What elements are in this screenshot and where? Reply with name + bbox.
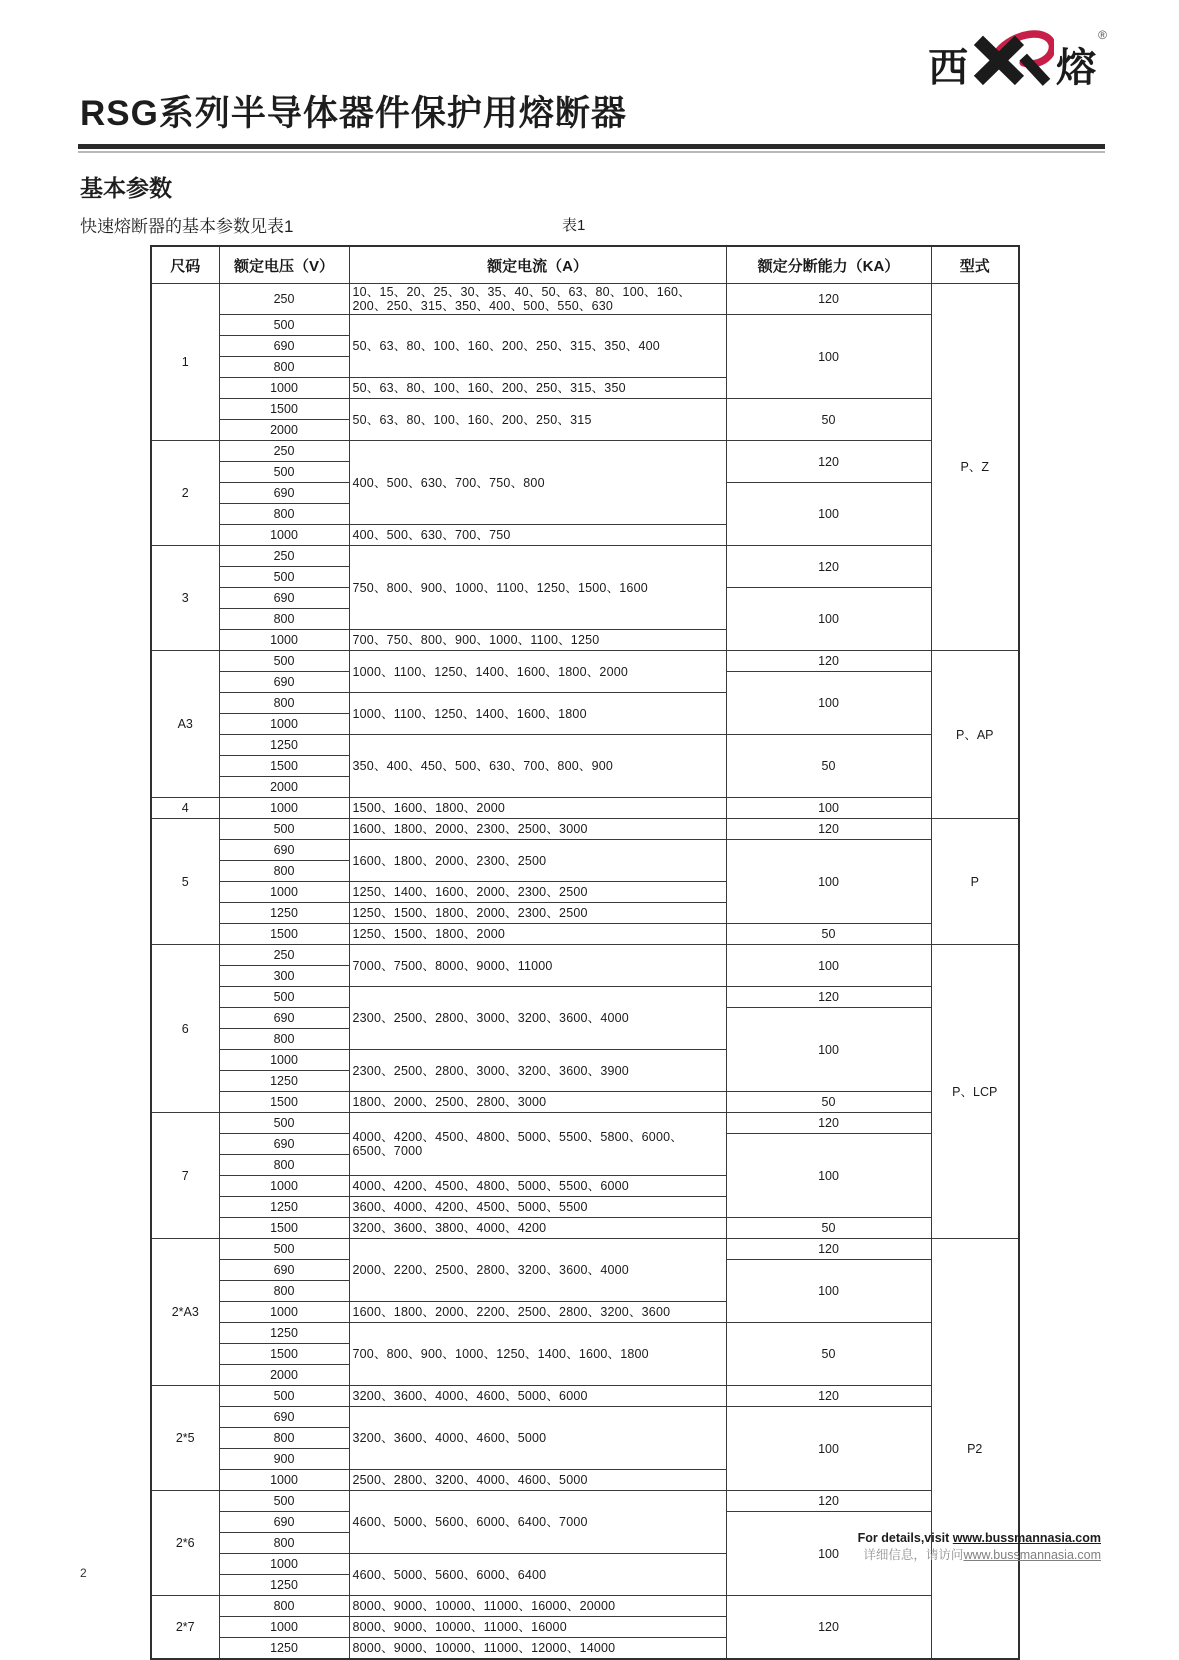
current-cell: 1800、2000、2500、2800、3000 xyxy=(349,1092,726,1113)
table-row xyxy=(151,1092,1019,1113)
voltage-cell: 1250 xyxy=(219,1197,349,1218)
voltage-cell: 690 xyxy=(219,1134,349,1155)
voltage-cell: 1000 xyxy=(219,1302,349,1323)
breaking-capacity-cell: 100 xyxy=(726,1134,931,1218)
table-row xyxy=(151,1407,1019,1428)
footer-line-cn xyxy=(858,1547,1101,1564)
type-cell: P xyxy=(931,819,1019,945)
current-cell: 3200、3600、3800、4000、4200 xyxy=(349,1218,726,1239)
breaking-capacity-cell: 120 xyxy=(726,1386,931,1407)
breaking-capacity-cell: 100 xyxy=(726,588,931,651)
voltage-cell: 1250 xyxy=(219,903,349,924)
voltage-cell: 1000 xyxy=(219,1176,349,1197)
voltage-cell: 1250 xyxy=(219,1071,349,1092)
table-row xyxy=(151,1386,1019,1407)
voltage-cell: 1250 xyxy=(219,1575,349,1596)
voltage-cell: 250 xyxy=(219,441,349,462)
breaking-capacity-cell: 120 xyxy=(726,284,931,315)
section-heading: 基本参数 xyxy=(80,175,172,201)
breaking-capacity-cell: 100 xyxy=(726,315,931,399)
breaking-capacity-cell: 120 xyxy=(726,1239,931,1260)
logo-right-character: 熔 xyxy=(1056,46,1097,90)
breaking-capacity-cell: 120 xyxy=(726,651,931,672)
voltage-cell: 1000 xyxy=(219,1617,349,1638)
breaking-capacity-cell: 100 xyxy=(726,945,931,987)
current-cell: 8000、9000、10000、11000、16000 xyxy=(349,1617,726,1638)
voltage-cell: 1250 xyxy=(219,1638,349,1660)
size-cell: 7 xyxy=(151,1113,219,1239)
table-header-row xyxy=(151,246,1019,284)
size-cell: 2*6 xyxy=(151,1491,219,1596)
type-cell: P2 xyxy=(931,1239,1019,1660)
registered-mark: ® xyxy=(1098,28,1107,42)
current-cell: 50、63、80、100、160、200、250、315 xyxy=(349,399,726,441)
breaking-capacity-cell: 50 xyxy=(726,924,931,945)
voltage-cell: 690 xyxy=(219,672,349,693)
size-cell: 3 xyxy=(151,546,219,651)
current-cell: 1600、1800、2000、2300、2500 xyxy=(349,840,726,882)
size-cell: 4 xyxy=(151,798,219,819)
table-row xyxy=(151,284,1019,315)
size-cell: A3 xyxy=(151,651,219,798)
size-cell: 2*5 xyxy=(151,1386,219,1491)
current-cell: 4600、5000、5600、6000、6400 xyxy=(349,1554,726,1596)
type-cell: P、LCP xyxy=(931,945,1019,1239)
parameters-table xyxy=(150,245,1020,1660)
footer-line-en xyxy=(858,1530,1101,1547)
current-cell: 4000、4200、4500、4800、5000、5500、6000 xyxy=(349,1176,726,1197)
breaking-capacity-cell: 50 xyxy=(726,1218,931,1239)
breaking-capacity-cell: 50 xyxy=(726,1092,931,1113)
current-cell: 400、500、630、700、750、800 xyxy=(349,441,726,525)
column-header: 额定电流（A） xyxy=(349,246,726,284)
logo-left-character: 西 xyxy=(928,46,969,90)
voltage-cell: 1000 xyxy=(219,714,349,735)
table-caption: 表1 xyxy=(562,217,586,234)
parameters-table-body xyxy=(151,284,1019,1660)
breaking-capacity-cell: 100 xyxy=(726,1260,931,1323)
table-row xyxy=(151,1113,1019,1134)
table-row xyxy=(151,1218,1019,1239)
voltage-cell: 250 xyxy=(219,284,349,315)
voltage-cell: 690 xyxy=(219,1512,349,1533)
voltage-cell: 500 xyxy=(219,651,349,672)
breaking-capacity-cell: 120 xyxy=(726,1113,931,1134)
footer-en-link[interactable]: www.bussmannasia.com xyxy=(952,1531,1101,1545)
breaking-capacity-cell: 120 xyxy=(726,1596,931,1660)
current-cell: 2000、2200、2500、2800、3200、3600、4000 xyxy=(349,1239,726,1302)
voltage-cell: 690 xyxy=(219,1407,349,1428)
voltage-cell: 1000 xyxy=(219,378,349,399)
column-header: 尺码 xyxy=(151,246,219,284)
current-cell: 3200、3600、4000、4600、5000、6000 xyxy=(349,1386,726,1407)
current-cell: 4000、4200、4500、4800、5000、5500、5800、6000、6500、7000 xyxy=(349,1113,726,1176)
voltage-cell: 500 xyxy=(219,819,349,840)
current-cell: 2300、2500、2800、3000、3200、3600、4000 xyxy=(349,987,726,1050)
type-cell: P、Z xyxy=(931,284,1019,651)
voltage-cell: 1500 xyxy=(219,1092,349,1113)
voltage-cell: 250 xyxy=(219,546,349,567)
voltage-cell: 500 xyxy=(219,462,349,483)
voltage-cell: 690 xyxy=(219,1260,349,1281)
table-row xyxy=(151,1239,1019,1260)
table-row xyxy=(151,1491,1019,1512)
voltage-cell: 800 xyxy=(219,1155,349,1176)
size-cell: 6 xyxy=(151,945,219,1113)
current-cell: 750、800、900、1000、1100、1250、1500、1600 xyxy=(349,546,726,630)
voltage-cell: 1000 xyxy=(219,1554,349,1575)
footer-cn-link[interactable]: www.bussmannasia.com xyxy=(963,1548,1101,1562)
current-cell: 1250、1500、1800、2000、2300、2500 xyxy=(349,903,726,924)
voltage-cell: 1000 xyxy=(219,882,349,903)
voltage-cell: 800 xyxy=(219,504,349,525)
voltage-cell: 500 xyxy=(219,1491,349,1512)
table-row xyxy=(151,798,1019,819)
breaking-capacity-cell: 120 xyxy=(726,546,931,588)
breaking-capacity-cell: 100 xyxy=(726,1008,931,1092)
current-cell: 1600、1800、2000、2200、2500、2800、3200、3600 xyxy=(349,1302,726,1323)
table-row xyxy=(151,546,1019,567)
voltage-cell: 900 xyxy=(219,1449,349,1470)
current-cell: 10、15、20、25、30、35、40、50、63、80、100、160、200、250、315、350、400、500、550、630 xyxy=(349,284,726,315)
table-row xyxy=(151,1323,1019,1344)
current-cell: 8000、9000、10000、11000、16000、20000 xyxy=(349,1596,726,1617)
current-cell: 700、750、800、900、1000、1100、1250 xyxy=(349,630,726,651)
column-header: 型式 xyxy=(931,246,1019,284)
voltage-cell: 800 xyxy=(219,1029,349,1050)
voltage-cell: 690 xyxy=(219,483,349,504)
table-row xyxy=(151,987,1019,1008)
breaking-capacity-cell: 120 xyxy=(726,819,931,840)
page-title: RSG系列半导体器件保护用熔断器 xyxy=(80,94,627,133)
breaking-capacity-cell: 100 xyxy=(726,840,931,924)
voltage-cell: 1250 xyxy=(219,735,349,756)
voltage-cell: 500 xyxy=(219,315,349,336)
breaking-capacity-cell: 50 xyxy=(726,1323,931,1386)
voltage-cell: 1000 xyxy=(219,798,349,819)
size-cell: 2 xyxy=(151,441,219,546)
size-cell: 1 xyxy=(151,284,219,441)
current-cell: 1250、1500、1800、2000 xyxy=(349,924,726,945)
voltage-cell: 300 xyxy=(219,966,349,987)
table-row xyxy=(151,399,1019,420)
voltage-cell: 800 xyxy=(219,1596,349,1617)
current-cell: 2500、2800、3200、4000、4600、5000 xyxy=(349,1470,726,1491)
table-row xyxy=(151,441,1019,462)
voltage-cell: 1500 xyxy=(219,399,349,420)
voltage-cell: 500 xyxy=(219,567,349,588)
size-cell: 5 xyxy=(151,819,219,945)
voltage-cell: 1500 xyxy=(219,1344,349,1365)
table-row xyxy=(151,315,1019,336)
breaking-capacity-cell: 100 xyxy=(726,798,931,819)
table-row xyxy=(151,945,1019,966)
breaking-capacity-cell: 120 xyxy=(726,441,931,483)
voltage-cell: 500 xyxy=(219,987,349,1008)
size-cell: 2*A3 xyxy=(151,1239,219,1386)
voltage-cell: 500 xyxy=(219,1113,349,1134)
voltage-cell: 800 xyxy=(219,357,349,378)
voltage-cell: 1500 xyxy=(219,1218,349,1239)
type-cell: P、AP xyxy=(931,651,1019,819)
title-rule-shadow xyxy=(78,151,1105,153)
current-cell: 1500、1600、1800、2000 xyxy=(349,798,726,819)
current-cell: 1600、1800、2000、2300、2500、3000 xyxy=(349,819,726,840)
intro-text: 快速熔断器的基本参数见表1 xyxy=(80,217,294,236)
voltage-cell: 690 xyxy=(219,840,349,861)
current-cell: 7000、7500、8000、9000、11000 xyxy=(349,945,726,987)
voltage-cell: 1250 xyxy=(219,1323,349,1344)
voltage-cell: 800 xyxy=(219,1533,349,1554)
current-cell: 1000、1100、1250、1400、1600、1800 xyxy=(349,693,726,735)
breaking-capacity-cell: 100 xyxy=(726,483,931,546)
table-row xyxy=(151,735,1019,756)
voltage-cell: 690 xyxy=(219,336,349,357)
voltage-cell: 500 xyxy=(219,1386,349,1407)
column-header: 额定电压（V） xyxy=(219,246,349,284)
column-header: 额定分断能力（KA） xyxy=(726,246,931,284)
table-row xyxy=(151,819,1019,840)
current-cell: 350、400、450、500、630、700、800、900 xyxy=(349,735,726,798)
brand-logo xyxy=(928,30,1107,88)
footer-cn-prefix: 详细信息，请访问 xyxy=(863,1548,964,1562)
footer-en-prefix: For details,visit xyxy=(857,1531,953,1545)
breaking-capacity-cell: 120 xyxy=(726,1491,931,1512)
voltage-cell: 800 xyxy=(219,693,349,714)
voltage-cell: 2000 xyxy=(219,420,349,441)
current-cell: 3200、3600、4000、4600、5000 xyxy=(349,1407,726,1470)
current-cell: 3600、4000、4200、4500、5000、5500 xyxy=(349,1197,726,1218)
current-cell: 2300、2500、2800、3000、3200、3600、3900 xyxy=(349,1050,726,1092)
current-cell: 1000、1100、1250、1400、1600、1800、2000 xyxy=(349,651,726,693)
voltage-cell: 500 xyxy=(219,1239,349,1260)
current-cell: 4600、5000、5600、6000、6400、7000 xyxy=(349,1491,726,1554)
title-rule xyxy=(78,144,1105,149)
voltage-cell: 800 xyxy=(219,1281,349,1302)
breaking-capacity-cell: 120 xyxy=(726,987,931,1008)
voltage-cell: 1000 xyxy=(219,525,349,546)
voltage-cell: 250 xyxy=(219,945,349,966)
current-cell: 700、800、900、1000、1250、1400、1600、1800 xyxy=(349,1323,726,1386)
breaking-capacity-cell: 100 xyxy=(726,672,931,735)
footer xyxy=(858,1530,1101,1564)
current-cell: 1250、1400、1600、2000、2300、2500 xyxy=(349,882,726,903)
voltage-cell: 1000 xyxy=(219,1470,349,1491)
voltage-cell: 690 xyxy=(219,588,349,609)
table-row xyxy=(151,924,1019,945)
voltage-cell: 2000 xyxy=(219,777,349,798)
xr-monogram-icon xyxy=(970,30,1054,88)
current-cell: 400、500、630、700、750 xyxy=(349,525,726,546)
voltage-cell: 1500 xyxy=(219,924,349,945)
voltage-cell: 1000 xyxy=(219,630,349,651)
voltage-cell: 800 xyxy=(219,609,349,630)
current-cell: 8000、9000、10000、11000、12000、14000 xyxy=(349,1638,726,1660)
table-row xyxy=(151,651,1019,672)
voltage-cell: 1000 xyxy=(219,1050,349,1071)
table-row xyxy=(151,1596,1019,1617)
breaking-capacity-cell: 50 xyxy=(726,735,931,798)
breaking-capacity-cell: 50 xyxy=(726,399,931,441)
table-row xyxy=(151,840,1019,861)
voltage-cell: 800 xyxy=(219,1428,349,1449)
current-cell: 50、63、80、100、160、200、250、315、350 xyxy=(349,378,726,399)
voltage-cell: 800 xyxy=(219,861,349,882)
page-number: 2 xyxy=(80,1566,87,1580)
current-cell: 50、63、80、100、160、200、250、315、350、400 xyxy=(349,315,726,378)
size-cell: 2*7 xyxy=(151,1596,219,1660)
voltage-cell: 1500 xyxy=(219,756,349,777)
voltage-cell: 2000 xyxy=(219,1365,349,1386)
breaking-capacity-cell: 100 xyxy=(726,1512,931,1596)
voltage-cell: 690 xyxy=(219,1008,349,1029)
breaking-capacity-cell: 100 xyxy=(726,1407,931,1491)
